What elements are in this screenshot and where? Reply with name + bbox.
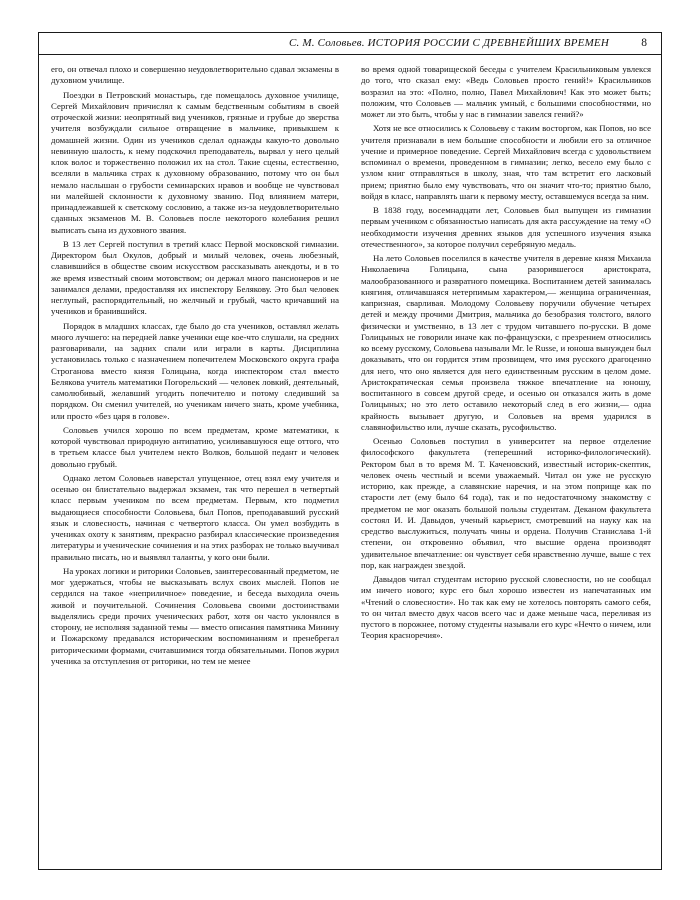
paragraph: На уроках логики и риторики Соловьев, заинтересованный предметом, не мог удержаться, чтобы не высказывать вслух своих мыслей. Попов не сердился на такое «неприличное» поведение, и беседа выходила очень живой и поучительной. Сочинения Соловьева своими достоинствами выделялись среди прочих ученических работ, хотя он часто уклонялся в сторону, не исполняя заданной темы — вместо описания памятника Минину и Пожарскому предавался историческим воспоминаниям и пренебрегал риторическими формами, считавшимися тогда обязательными. Попов журил ученика за отступления от риторики, но тем не менее — [51, 565, 340, 666]
right-column — [361, 64, 651, 642]
page-header — [39, 33, 661, 55]
paragraph: Однако летом Соловьев наверстал упущенное, отец взял ему учителя и осенью он блистательно выдержал экзамен, так что перешел в четвертый класс первым учеником по всем предметам. Первым, кто подметил выдающиеся способности Соловьева, был Попов, преподававший русский язык и словесность, начиная с четвертого класса. Он умел возбудить в учениках охоту к занятиям, прекрасно разбирал классические произведения литературы и ученические сочинения и на этих разборах не только выучивал правильно писать, но и выявлял таланты, у кого они были. — [51, 472, 339, 562]
left-column — [51, 64, 339, 667]
paragraph: Давыдов читал студентам историю русской словесности, но не сообщал им ничего нового; курс его был хорошо известен из напечатанных им «Чтений о словесности». Но так как ему не хотелось повторять самого себя, то он читал вместо двух часов всего час и даже меньше часа, переливая из пустого в порожнее, потому студенты называли его курс «Нечто о ничем, или Теория красноречия». — [361, 574, 651, 641]
paragraph: В 13 лет Сергей поступил в третий класс Первой московской гимназии. Директором был Окулов, добрый и милый человек, очень любезный, славившийся в обществе своим искусством рассказывать анекдоты, и в то же время известный своим мотовством; он держал много пансионеров и не занимался делами, предоставляя их инспектору Белякову. Это был человек неглупый, распорядительный, но желчный и грубый, часто кричавший на учеников и бранившийся. — [51, 238, 339, 317]
paragraph: Соловьев учился хорошо по всем предметам, кроме математики, к которой чувствовал природную антипатию, усиливавшуюся еще оттого, что в третьем классе был учителем некто Волков, большой педант и человек довольно грубый. — [51, 424, 339, 469]
paragraph: В 1838 году, восемнадцати лет, Соловьев был выпущен из гимназии первым учеником с обязанностью написать для акта рассуждение на тему «О необходимости изучения древних языков для успешного изучения языка отечественного», за которое получил серебряную медаль. — [361, 205, 651, 249]
paragraph: Порядок в младших классах, где было до ста учеников, оставлял желать много лучшего: на передней лавке ученики еще кое-что слушали, на средних разговаривали, на задних спали или играли в карты. Дисциплина установилась только с назначением попечителем Московского округа графа Строганова вместо князя Голицына, когда инспектором стал вместо Белякова учитель математики Погорельский — человек ловкий, деятельный, самолюбивый, желавший угодить попечителю и потому следивший за порядком. Он сменил учителей, но ученикам ничего знать, кроме учебника, или просто «без царя в голове». — [51, 320, 339, 421]
paragraph: Хотя не все относились к Соловьеву с таким восторгом, как Попов, но все учителя признавали в нем большие способности и любили его за отличное учение и примерное поведение. Сергей Михайлович всегда с удовольствием вспоминал о времени, проведенном в гимназии; легко, весело ему было с узлом книг отправляться в школу, зная, что там встретит его ласковый прием; приятно было ему чувствовать, что он значит что-то; приятно было, войдя в класс, направлять шаги к первому месту, оставшемуся всегда за ним. — [361, 123, 651, 201]
paragraph: Осенью Соловьев поступил в университет на первое отделение философского факультета (теперешний историко-филологический). Ректором был в то время М. Т. Каченовский, известный историк-скептик, человек очень честный и всеми уважаемый. Читал он уже не русскую историю, как прежде, а славянские наречия, и на этом поприще как по старости лет (ему было 64 года), так и по недостаточному знакомству с предметом не мог оказать большой пользы студентам. Деканом факультета состоял И. И. Давыдов, ученый карьерист, смотревший на науку как на средство выслужиться, получать чины и ордена. Получив Станислава 1-й степени, он откровенно объявил, что высшие ордена производят удивительное впечатление: он чувствует себя нравственно лучше, выше с тех пор, как награжден звездой. — [361, 436, 651, 570]
text-columns — [51, 64, 649, 859]
paragraph: во время одной товарищеской беседы с учителем Красильниковым увлекся до того, что сказал ему: «Ведь Соловьев просто гений!» Красильников возразил на это: «Полно, полно, Павел Михайлович! Как это может быть; положим, что Соловьев — мальчик умный, с большими способностями, но может ли это быть, чтобы у нас в гимназии завелся гений?» — [361, 64, 651, 119]
book-page — [38, 32, 662, 870]
page-number: 8 — [641, 37, 647, 49]
paragraph: На лето Соловьев поселился в качестве учителя в деревне князя Михаила Николаевича Голицына, сына разорившегося аристократа, малообразованного и развратного помещика. Воспитанием детей занималась княгиня, отличавшаяся нетерпимым характером,— женщина ограниченная, капризная, сварливая. Молодому Соловьеву поручили обучение четырех детей и между прочими Дмитрия, мальчика до безобразия толстого, вялого физически и умственно, в 13 лет с трудом читавшего по-русски. В доме Голицыных не говорили иначе как по-французски, с презрением относились ко всему русскому, Соловьева называли Mr. le Russe, и юноша вынужден был доказывать, что он гордится этим прозвищем, что имя русского драгоценно для него, что оно является для него единственным русским в целом доме. Аристократическая семья произвела тяжкое впечатление на юношу, воспитанного в совсем другой среде, и осенью он отказался жить в доме Голицыных; но это лето оставило некоторый след в его жизни,— одна крайность вызывает другую, и Соловьев на время ударился в славянофильство или, лучше сказать, русофильство. — [361, 253, 651, 432]
paragraph: его, он отвечал плохо и совершенно неудовлетворительно сдавал экзамены в духовном училище. — [51, 64, 339, 86]
paragraph: Поездки в Петровский монастырь, где помещалось духовное училище, Сергей Михайлович причислял к самым бедственным событиям в своей отроческой жизни: неопрятный вид учеников, грязные и грубые до зверства учителя возбуждали сильное отвращение в мальчике, привыкшем к домашней жизни. Один из учеников сделал однажды какую-то довольно невинную шалость, к нему подскочил преподаватель, вырвал у него целый клок волос и торжественно положил их на стол. Такие сцены, естественно, вселяли в мальчика страх к духовному образованию, потому что он был немало наслышан о грубости семинарских нравов и вообще не чувствовал ни малейшей склонности к духовному званию. Под влиянием матери, принадлежавшей к светскому сословию, а также из-за неудовлетворительно сданных экзаменов М. В. Соловьев после некоторого колебания решил выписать сына из духовного звания. — [51, 89, 339, 235]
running-title: С. М. Соловьев. ИСТОРИЯ РОССИИ С ДРЕВНЕЙШИХ ВРЕМЕН — [288, 37, 609, 49]
